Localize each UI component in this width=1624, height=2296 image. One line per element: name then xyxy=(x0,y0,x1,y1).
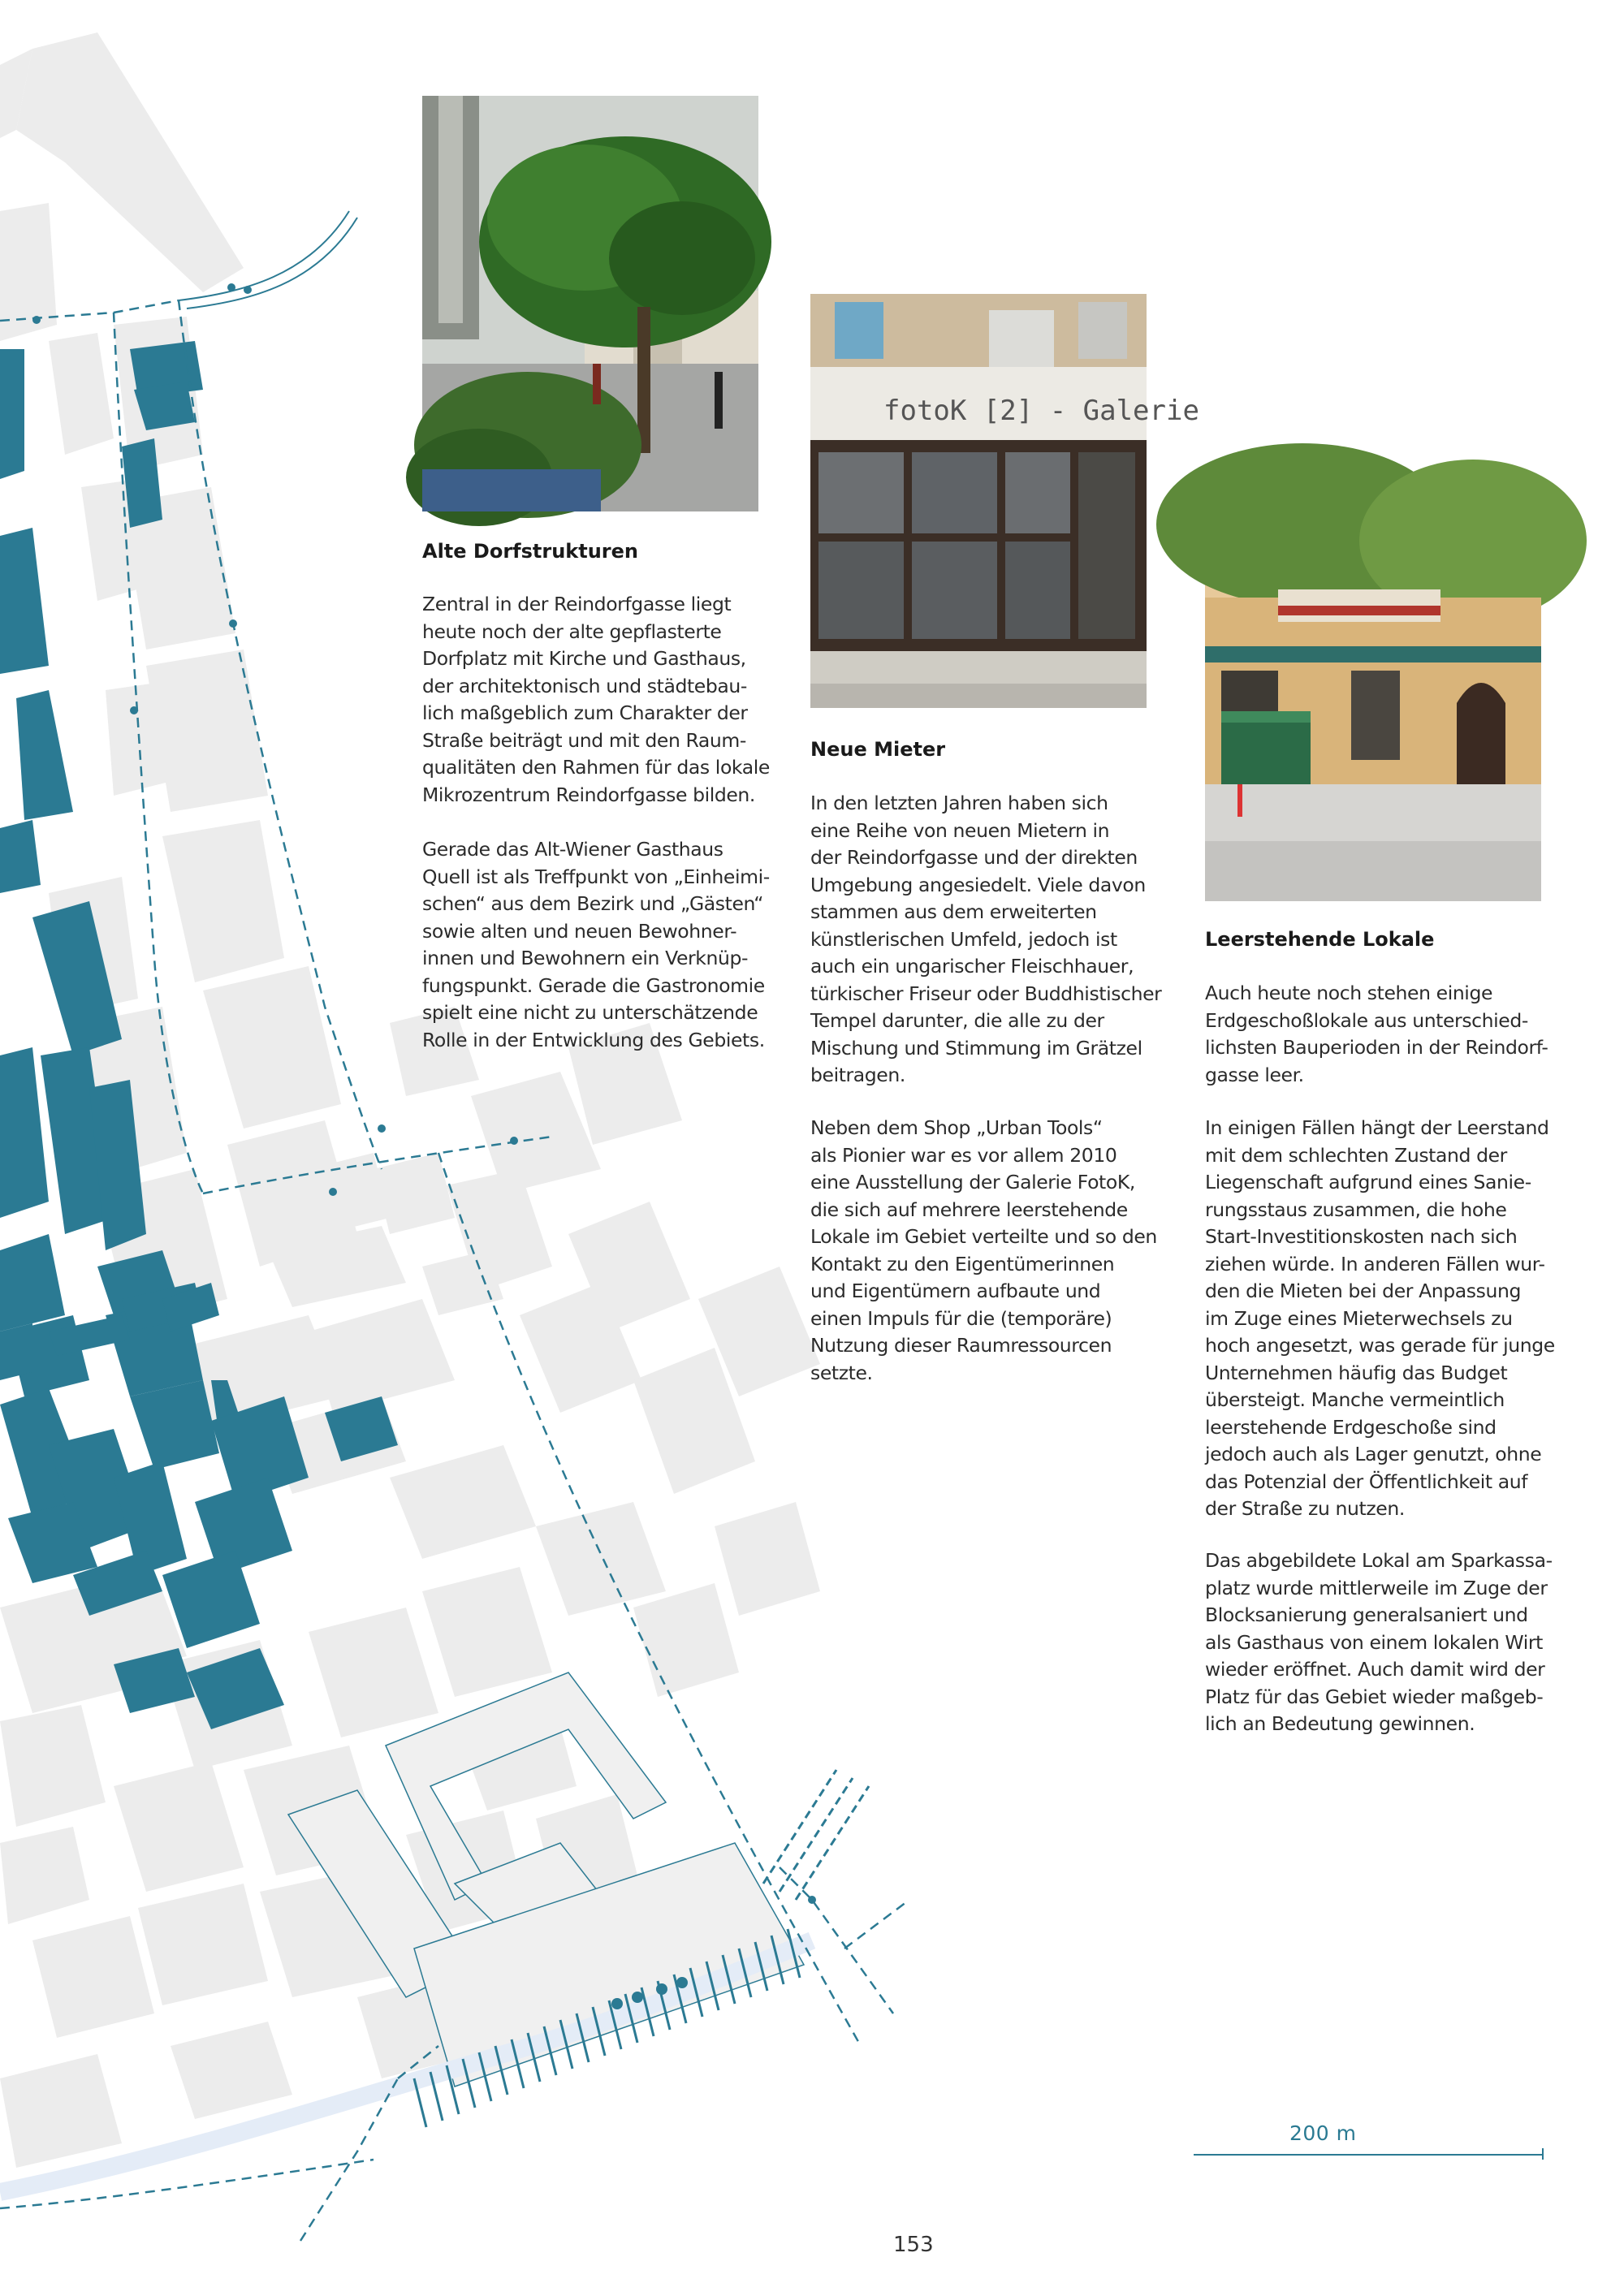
page-number: 153 xyxy=(893,2233,934,2257)
paragraph-neue-mieter-2: Neben dem Shop „Urban Tools“ als Pionier war es vor allem 2010 eine Ausstellung der Galerie FotoK, die sich auf mehrere leerstehende Lokale im Gebiet verteilte und so den Kontakt zu den Eigentümerinnen und Eigentümern aufbaute und einen Impuls für die (temporäre) Nutzung dieser Raumressourcen setzte. xyxy=(810,1116,1157,1384)
paragraph-leerstehende-lokale-1: Auch heute noch stehen einige Erdgeschoßlokale aus unterschied- lichsten Bauperioden in der Reindorf- gasse leer. xyxy=(1205,982,1548,1086)
heading-neue-mieter: Neue Mieter xyxy=(810,738,946,761)
paragraph-alte-dorfstrukturen-1: Zentral in der Reindorfgasse liegt heute noch der alte gepflasterte Dorfplatz mit Kirche und Gasthaus, der architektonisch und städtebau- lich maßgeblich zum Charakter der Straße beiträgt und mit den Raum- qualitäten den Rahmen für das lokale Mikrozentrum Reindorfgasse bilden. xyxy=(422,593,770,806)
photo-sign-text: fotoK [2] - Galerie xyxy=(883,395,1199,427)
paragraph-leerstehende-lokale-3: Das abgebildete Lokal am Sparkassa- platz wurde mittlerweile im Zuge der Blocksanierung generalsaniert und als Gasthaus von einem lokalen Wirt wieder eröffnet. Auch damit wird der Platz für das Gebiet wieder maßgeb- lich an Bedeutung gewinnen. xyxy=(1205,1549,1553,1735)
photo-neue-mieter xyxy=(810,294,1199,708)
heading-alte-dorfstrukturen: Alte Dorfstrukturen xyxy=(422,540,638,563)
paragraph-leerstehende-lokale-2: In einigen Fällen hängt der Leerstand mit dem schlechten Zustand der Liegenschaft aufgrund eines Sanie- rungsstaus zusammen, die hohe Start-Investitionskosten nach sich ziehen würde. In anderen Fällen wur- den die Mieten bei der Anpassung im Zuge eines Mieterwechsels zu hoch angesetzt, was gerade für junge Unternehmen häufig das Budget übersteigt. Manche vermeintlich leerstehende Erdgeschoße sind jedoch auch als Lager genutzt, ohne das Potenzial der Öffentlichkeit auf der Straße zu nutzen. xyxy=(1205,1116,1555,1520)
scale-bar-label: 200 m xyxy=(1289,2121,1357,2145)
scale-bar xyxy=(1194,2148,1543,2160)
photo-leerstehende-lokale xyxy=(1205,484,1541,901)
paragraph-neue-mieter-1: In den letzten Jahren haben sich eine Reihe von neuen Mietern in der Reindorfgasse und der direkten Umgebung angesiedelt. Viele davon stammen aus dem erweiterten künstlerischen Umfeld, jedoch ist auch ein ungarischer Fleischhauer, türkischer Friseur oder Buddhistischer Tempel darunter, die alle zu der Mischung und Stimmung im Grätzel beitragen. xyxy=(810,792,1162,1086)
paragraph-alte-dorfstrukturen-2: Gerade das Alt-Wiener Gasthaus Quell ist als Treffpunkt von „Einheimi- schen“ aus dem Bezirk und „Gästen“ sowie alten und neuen Bewohner- innen und Bewohnern ein Verknüp- fungspunkt. Gerade die Gastronomie spielt eine nicht zu unterschätzende Rolle in der Entwicklung des Gebiets. xyxy=(422,838,770,1051)
map-bridge-dashes xyxy=(763,1770,869,1900)
heading-leerstehende-lokale: Leerstehende Lokale xyxy=(1205,928,1435,951)
photo-alte-dorfstrukturen xyxy=(422,96,758,511)
